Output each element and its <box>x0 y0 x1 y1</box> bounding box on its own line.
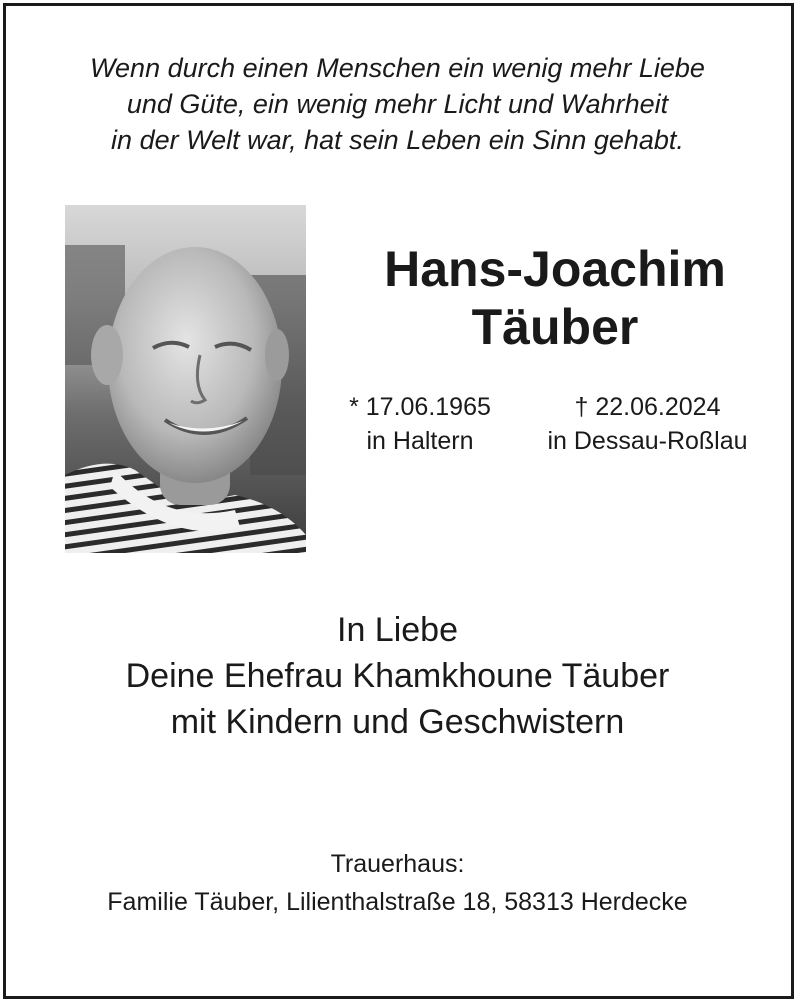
deceased-first-name: Hans-Joachim <box>384 241 726 297</box>
death-date: † 22.06.2024 <box>574 393 721 421</box>
deceased-name <box>335 240 775 356</box>
memorial-quote <box>0 50 795 158</box>
birth-date: * 17.06.1965 <box>349 393 491 421</box>
birth-info <box>330 390 510 458</box>
closing-line: mit Kindern und Geschwistern <box>170 703 625 741</box>
birth-place: in Haltern <box>366 427 474 455</box>
death-info <box>520 390 775 458</box>
mourning-house <box>0 845 795 921</box>
deceased-last-name: Täuber <box>471 299 639 355</box>
quote-line: Wenn durch einen Menschen ein wenig mehr Liebe <box>90 53 705 83</box>
mourning-house-label: Trauerhaus: <box>330 850 465 878</box>
mourning-house-address: Familie Täuber, Lilienthalstraße 18, 58313 Herdecke <box>107 888 688 916</box>
portrait-photo <box>65 205 306 553</box>
closing-line: In Liebe <box>337 611 458 649</box>
quote-line: in der Welt war, hat sein Leben ein Sinn gehabt. <box>111 125 684 155</box>
quote-line: und Güte, ein wenig mehr Licht und Wahrheit <box>126 89 669 119</box>
closing-message <box>0 607 795 745</box>
closing-line: Deine Ehefrau Khamkhoune Täuber <box>125 657 670 695</box>
death-place: in Dessau-Roßlau <box>547 427 748 455</box>
